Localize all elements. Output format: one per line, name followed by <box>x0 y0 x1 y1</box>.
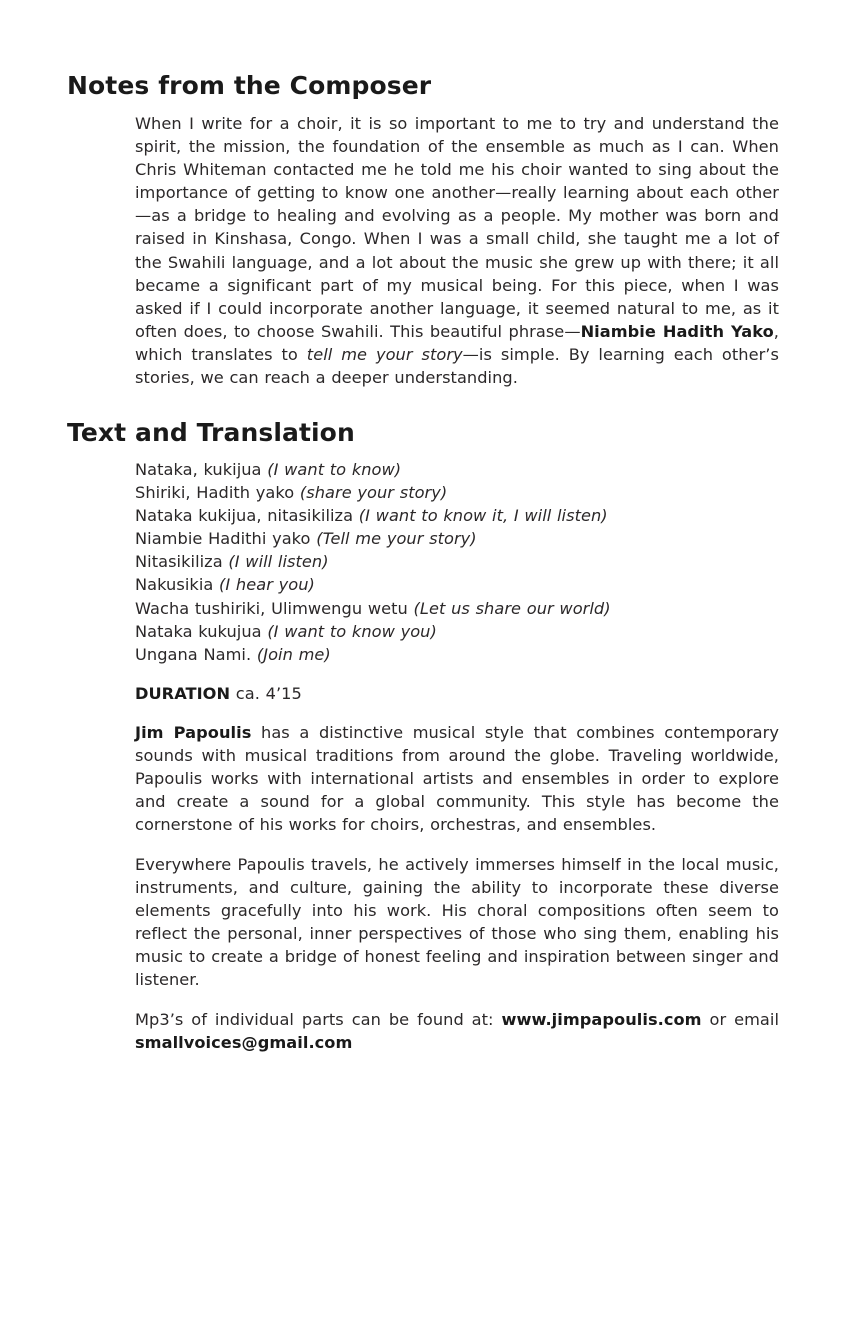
lyric-english: (I want to know it, I will listen) <box>358 506 608 526</box>
lyric-swahili: Ungana Nami. <box>135 644 252 664</box>
lyric-swahili: Niambie Hadithi yako <box>135 529 311 549</box>
lyric-english: (I want to know you) <box>267 621 437 641</box>
bio-paragraph-1 <box>135 721 779 836</box>
duration-label: DURATION <box>135 684 231 703</box>
composer-name: Jim Papoulis <box>135 723 252 742</box>
website-link[interactable]: www.jimpapoulis.com <box>501 1010 702 1029</box>
section-heading-notes: Notes from the Composer <box>67 71 432 100</box>
contact-prefix: Mp3’s of individual parts can be found at: <box>135 1010 502 1029</box>
phrase-translation: tell me your story <box>306 344 463 364</box>
bio-paragraph-2 <box>135 853 779 992</box>
lyric-swahili: Nitasikiliza <box>135 552 223 572</box>
lyric-english: (Let us share our world) <box>413 598 611 618</box>
lyric-english: (Tell me your story) <box>316 529 477 549</box>
lyric-english: (Join me) <box>256 644 331 664</box>
lyric-line <box>135 458 779 481</box>
notes-text-part3: —is simple. By learning each other’s stories, we can reach a deeper understanding. <box>135 344 779 388</box>
email-link[interactable]: smallvoices@gmail.com <box>135 1033 353 1053</box>
composer-notes-paragraph <box>135 112 779 389</box>
lyric-line <box>135 620 779 643</box>
notes-text-part1: When I write for a choir, it is so important to me to try and understand the spirit, the mission, the foundation of the ensemble as much as I can. When Chris Whiteman contacted me he told me his choir wanted to sing about the importance of getting to know one another—really learning about each other—as a bridge to healing and evolving as a people. My mother was born and raised in Kinshasa, Congo. When I was a small child, she taught me a lot of the Swahili language, and a lot about the music she grew up with there; it all became a significant part of my musical being. For this piece, when I was asked if I could incorporate another language, it seemed natural to me, as it often does, to choose Swahili. This beautiful phrase— <box>135 114 779 341</box>
lyrics-list <box>135 458 779 666</box>
lyric-line <box>135 481 779 504</box>
lyric-line <box>135 527 779 550</box>
lyric-swahili: Nakusikia <box>135 575 214 595</box>
lyric-line <box>135 504 779 527</box>
contact-middle: or email <box>701 1010 779 1029</box>
lyric-english: (I hear you) <box>219 575 315 595</box>
lyric-swahili: Shiriki, Hadith yako <box>135 483 295 503</box>
lyric-english: (I want to know) <box>267 460 402 479</box>
lyric-swahili: Nataka kukijua, nitasikiliza <box>135 506 354 526</box>
lyric-english: (share your story) <box>299 483 448 503</box>
bio-text-1: has a distinctive musical style that combines contemporary sounds with musical traditions from around the globe. Traveling worldwide, Papoulis works with international artists and ensembles in order to explore and create a sound for a global community. This style has become the cornerstone of his works for choirs, orchestras, and ensembles. <box>135 723 779 835</box>
lyric-line <box>135 643 779 666</box>
lyric-swahili: Nataka kukujua <box>135 621 262 641</box>
lyric-line <box>135 573 779 596</box>
lyric-line <box>135 550 779 573</box>
lyric-line <box>135 597 779 620</box>
contact-paragraph <box>135 1008 779 1054</box>
lyric-english: (I will listen) <box>228 552 329 572</box>
duration-line <box>135 682 779 705</box>
lyric-swahili: Nataka, kukijua <box>135 460 262 479</box>
swahili-phrase: Niambie Hadith Yako <box>580 321 774 341</box>
bio-text-2: Everywhere Papoulis travels, he actively immerses himself in the local music, instruments, and culture, gaining the ability to incorporate these diverse elements gracefully into his work. His choral compositions often seem to reflect the personal, inner perspectives of those who sing them, enabling his music to create a bridge of honest feeling and inspiration between singer and listener. <box>135 855 779 990</box>
lyric-swahili: Wacha tushiriki, Ulimwengu wetu <box>135 598 408 618</box>
section-heading-text-translation: Text and Translation <box>67 418 355 447</box>
duration-value: ca. 4’15 <box>235 684 302 703</box>
notes-text-part2: , which translates to <box>135 321 779 364</box>
